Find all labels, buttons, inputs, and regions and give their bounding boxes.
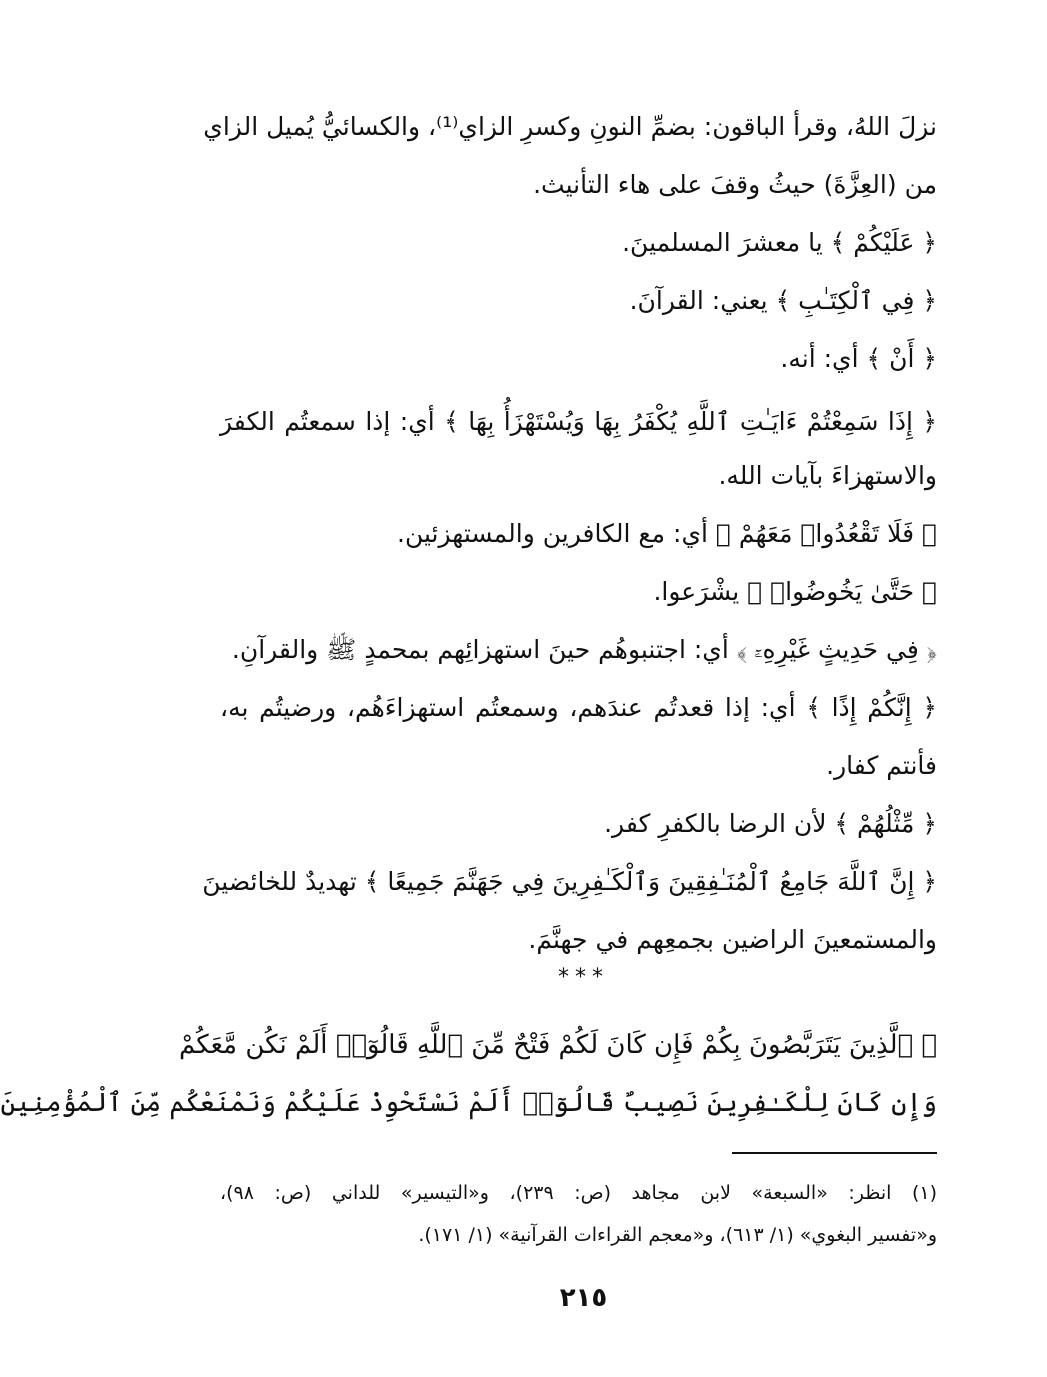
body-line: فأنتم كفار. xyxy=(826,751,937,780)
section-separator: *** xyxy=(558,965,609,990)
page-number: ٢١٥ xyxy=(559,1283,608,1313)
quran-gloss-line: ﴿ فَلَا تَقْعُدُوا۟ مَعَهُمْ ﴾ أي: مع الكافرين والمستهزئين. xyxy=(397,519,937,548)
footnote-line: و«تفسير البغوي» (١/ ٦١٣)، و«معجم القراءات القرآنية» (١/ ١٧١). xyxy=(418,1224,937,1246)
quran-gloss-line: ﴿ أَنْ ﴾ أي: أنه. xyxy=(780,344,937,373)
footnote-line: (١) انظر: «السبعة» لابن مجاهد (ص: ٢٣٩)، و«التيسير» للداني (ص: ٩٨)، xyxy=(220,1182,937,1204)
quran-verse-line: وَإِن كَانَ لِلْكَـٰفِرِينَ نَصِيبٌ قَالُوٓا۟ أَلَمْ نَسْتَحْوِذْ عَلَيْكُمْ وَنَمْنَعْكُم مِّنَ ٱلْمُؤْمِنِينَ xyxy=(0,1088,937,1118)
quran-gloss-line: ﴿ فِي ٱلْكِتَـٰبِ ﴾ يعني: القرآنَ. xyxy=(629,286,937,315)
body-line: من (العِزَّةَ) حيثُ وقفَ على هاء التأنيث. xyxy=(533,170,937,199)
body-line: نزلَ اللهُ، وقرأ الباقون: بضمِّ النونِ وكسرِ الزاي⁽¹⁾، والكسائيُّ يُميل الزاي xyxy=(203,112,937,141)
quran-gloss-line: ﴿ إِذَا سَمِعْتُمْ ءَايَـٰتِ ٱللَّهِ يُكْفَرُ بِهَا وَيُسْتَهْزَأُ بِهَا ﴾ أي: إذا سمعتُم الكفرَ xyxy=(220,407,937,436)
quran-gloss-line: ﴿ عَلَيْكُمْ ﴾ يا معشرَ المسلمينَ. xyxy=(622,228,937,257)
quran-gloss-line: ﴿ إِنَّ ٱللَّهَ جَامِعُ ٱلْمُنَـٰفِقِينَ وَٱلْكَـٰفِرِينَ فِي جَهَنَّمَ جَمِيعًا ﴾ تهديدٌ للخائضينَ xyxy=(202,867,937,896)
quran-gloss-line: ﴿ مِّثْلُهُمْ ﴾ لأن الرضا بالكفرِ كفر. xyxy=(604,809,937,838)
body-line: والاستهزاءَ بآيات الله. xyxy=(718,461,937,490)
quran-gloss-line: ﴿ فِي حَدِيثٍ غَيْرِهِۦٓ ﴾ أي: اجتنبوهُم حينَ استهزائِهم بمحمدٍ ﷺ والقرآنِ. xyxy=(231,635,937,664)
body-line: والمستمعينَ الراضين بجمعِهم في جهنَّمَ. xyxy=(528,925,937,954)
quran-gloss-line: ﴿ حَتَّىٰ يَخُوضُوا۟ ﴾ يشْرَعوا. xyxy=(653,577,937,606)
quran-gloss-line: ﴿ إِنَّكُمْ إِذًا ﴾ أي: إذا قعدتُم عندَهم، وسمعتُم استهزاءَهُم، ورضيتُم به، xyxy=(220,693,937,722)
footnote-divider xyxy=(732,1152,937,1154)
quran-verse-line: ﴿ ٱلَّذِينَ يَتَرَبَّصُونَ بِكُمْ فَإِن كَانَ لَكُمْ فَتْحٌ مِّنَ ٱللَّهِ قَالُوٓا۟ أَلَمْ نَكُن مَّعَكُمْ xyxy=(178,1030,937,1060)
